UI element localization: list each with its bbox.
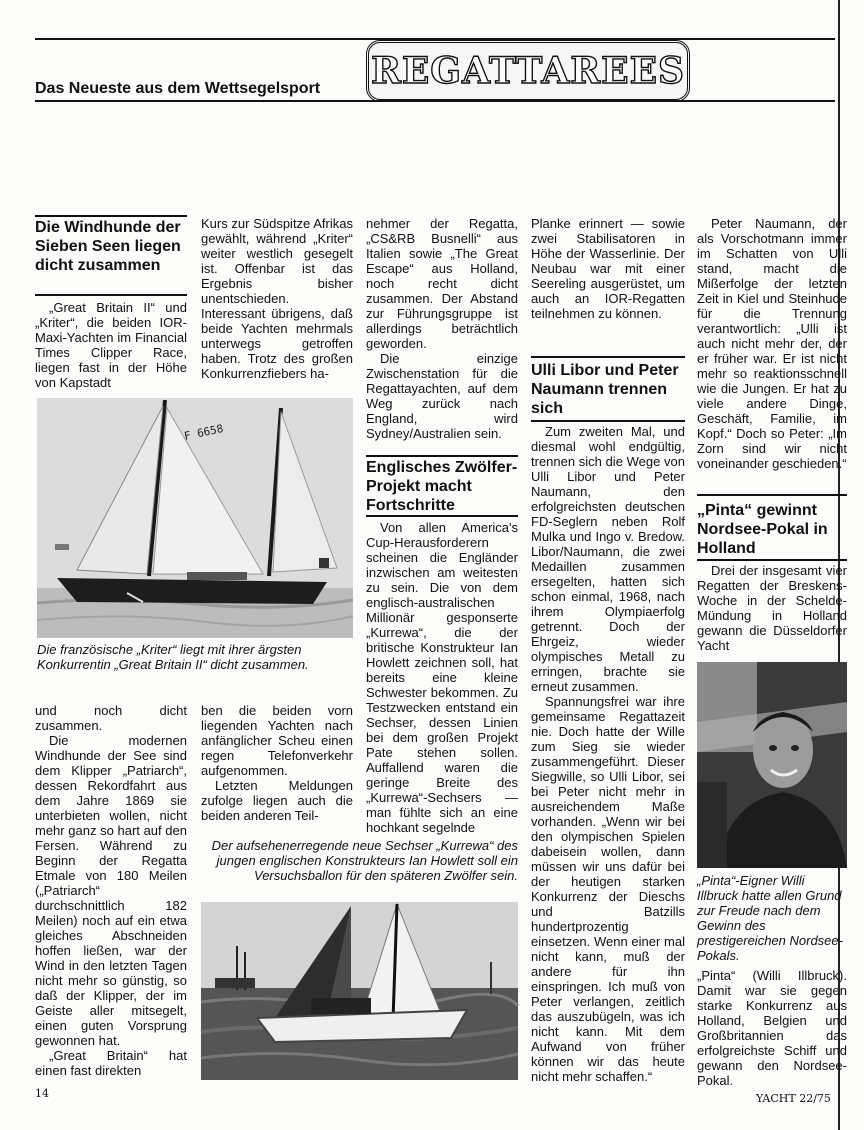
illbruck-photo-image (697, 662, 847, 868)
kriter-photo-caption: Die französische „Kriter“ liegt mit ihrer ärgsten Konkurrentin „Great Britain II“ dicht zusammen. (37, 642, 309, 672)
headline-rule (531, 420, 685, 422)
regattarees-logo (366, 40, 690, 102)
article4-headline: „Pinta“ gewinnt Nordsee-Pokal in Holland (697, 502, 828, 557)
illbruck-photo-caption: „Pinta“-Eigner Willi Illbruck hatte allen Grund zur Freude nach dem Gewinn des prestigereichen Nordsee-Pokals. (697, 873, 843, 963)
paragraph: Drei der insgesamt vier Regatten der Breskens-Woche in der Schelde-Mündung in Holland gewann die Düsseldorfer Yacht (697, 563, 847, 653)
paragraph: Kurs zur Südspitze Afrikas gewählt, während „Kriter“ weiter westlich gesegelt ist. Offenbar ist das Ergebnis bisher unentschieden. Interessant übrigens, daß beide Yachten mehrmals unterwegs getroffen haben. Trotz des großen Konkurrenzfiebers ha- (201, 216, 353, 381)
article1-headline: Die Windhunde der Sieben Seen liegen dicht zusammen (35, 219, 181, 274)
paragraph: „Great Britain II“ und „Kriter“, die beiden IOR-Maxi-Yachten im Financial Times Clipper Race, liegen fast in der Höhe von Kapstadt (35, 300, 187, 390)
paragraph: und noch dicht zusammen. (35, 703, 187, 733)
article1-col2-bottom (201, 703, 353, 827)
kriter-photo-image (37, 398, 353, 638)
kurrewa-photo-caption: Der aufsehenerregende neue Sechser „Kurrewa“ des jungen englischen Konstrukteurs Ian Howlett soll ein Versuchsballon für den späteren Zwölfer sein. (211, 838, 518, 883)
headline-rule (697, 494, 847, 496)
paragraph: „Pinta“ (Willi Illbruck). Damit war sie gegen starke Konkurrenz aus Holland, Belgien und Großbritannien das erfolgreichste Schiff und gewann den Nordsee-Pokal. (697, 968, 847, 1088)
article1-col1-bottom (35, 703, 187, 1079)
paragraph: Letzten Meldungen zufolge liegen auch die beiden anderen Teil- (201, 778, 353, 823)
illbruck-photo (697, 662, 847, 868)
header-bottom-rule (35, 100, 835, 102)
kriter-photo (37, 398, 353, 638)
page-number: 14 (35, 1087, 49, 1100)
article2-headline: Englisches Zwölfer-Projekt macht Fortschritte (366, 459, 518, 514)
article3-headline: Ulli Libor und Peter Naumann trennen sich (531, 362, 679, 417)
article4-body (697, 968, 847, 1088)
paragraph: Spannungsfrei war ihre gemeinsame Regattazeit nie. Doch hatte der Wille zum Sieg sie wieder zusammengeführt. Dieser Siegwille, so Ulli Libor, sei bei Peter nicht mehr in ausreichendem Maße vorhanden. „Wenn wir bei den olympischen Spielen dabeisein wollen, dann müssen wir uns dafür bei der heutigen starken Konkurrenz der Dieschs und Batzills hundertprozentig einsetzen. Wenn einer mal nicht kann, muß der andere für ihn einspringen. Ich muß von Peter verlangen, zeitlich das auszubügeln, was ich nicht kann. Mit dem Aufwand von früher können wir das heute nicht mehr schaffen.“ (531, 694, 685, 1084)
paragraph: Von allen America's Cup-Herausforderern scheinen die Engländer inzwischen am weitesten zu sein. Die von dem englisch-australischen Millionär gesponserte „Kurrewa“, die der britische Konstrukteur Ian Howlett zeichnen soll, hat bereits eine kleine Schwester bekommen. Zu Testzwecken entstand ein Sechser, dessen Linien bei dem großen Projekt Pate stehen sollen. Auffallend waren die geringe Breite des „Kurrewa“-Sechsers — man fühlte sich an eine hochkant segelnde (366, 520, 518, 835)
headline-rule (531, 356, 685, 358)
headline-rule (366, 455, 518, 457)
article2-body (366, 520, 518, 835)
paragraph: „Great Britain“ hat einen fast direkten (35, 1048, 187, 1078)
article3-col4 (531, 424, 685, 1088)
article2-col4-top (531, 216, 685, 328)
article4-intro (697, 563, 847, 655)
kurrewa-photo (201, 902, 518, 1080)
paragraph: Die einzige Zwischenstation für die Regattayachten, auf dem Weg zurück nach England, wird Sydney/Australien sein. (366, 351, 518, 441)
logo-text: REGATTAREES (370, 50, 686, 92)
paragraph: Zum zweiten Mal, und diesmal wohl endgültig, trennen sich die Wege von Ulli Libor und Peter Naumann, den erfolgreichsten deutschen FD-Seglern neben Rolf Mulka und Ingo v. Bredow. Libor/Naumann, die zwei Medaillen zusammen ersegelten, hatten sich schon einmal, 1968, nach ihrem Olympiaerfolg getrennt. Doch der Ehrgeiz, wieder olympisches Metall zu erringen, brachte sie erneut zusammen. (531, 424, 685, 694)
article1-col3-top (366, 216, 518, 441)
paragraph: Peter Naumann, der als Vorschotmann immer im Schatten von Ulli stand, macht die Mißerfolge der letzten Zeit in Kiel und Steinhude für die Trennung verantwortlich: „Ulli ist auch nicht mehr der, der er früher war. Er ist nicht mehr so reaktionsschnell wie die Jungen. Er hat zu viele andere Dinge, Geschäft, Familie, im Kopf.“ Doch so Peter: „Im Zorn sind wir nicht voneinander geschieden.“ (697, 216, 847, 471)
headline-rule (366, 515, 518, 517)
sail-number: F 6658 (182, 421, 225, 443)
article1-col2-top (201, 216, 353, 390)
kurrewa-photo-image (201, 902, 518, 1080)
article1-col1-top (35, 300, 187, 390)
paragraph: nehmer der Regatta, „CS&RB Busnelli“ aus Italien sowie „The Great Escape“ aus Holland, noch recht dicht zusammen. Der Abstand zur Führungsgruppe ist allerdings beträchtlich geworden. (366, 216, 518, 351)
paragraph: Planke erinnert — sowie zwei Stabilisatoren in Höhe der Wasserlinie. Der Neubau war mit einer Seereling ausgerüstet, um auch an IOR-Regatten teilnehmen zu können. (531, 216, 685, 321)
headline-rule (35, 215, 187, 217)
magazine-issue: YACHT 22/75 (756, 1092, 831, 1105)
paragraph: ben die beiden vorn liegenden Yachten nach anfänglicher Scheu einen regen Telefonverkehr aufgenommen. (201, 703, 353, 778)
paragraph: Die modernen Windhunde der See sind dem Klipper „Patriarch“, dessen Rekordfahrt aus dem Jahre 1869 sie unterbieten wollen, nicht mehr ganz so hart auf den Fersen. Während zu Beginn der Regatta Etmale von 180 Meilen („Patriarch“ durchschnittlich 182 Meilen) noch auf ein etwa gleiches Abschneiden hoffen ließen, war der Wind in den letzten Tagen nicht mehr so günstig, so daß der Klipper, der im Geiste aller mitsegelt, einen guten Vorsprung gewonnen hat. (35, 733, 187, 1048)
headline-rule (697, 559, 847, 561)
headline-rule (35, 294, 187, 296)
section-kicker: Das Neueste aus dem Wettsegelsport (35, 80, 321, 97)
article3-col5 (697, 216, 847, 472)
